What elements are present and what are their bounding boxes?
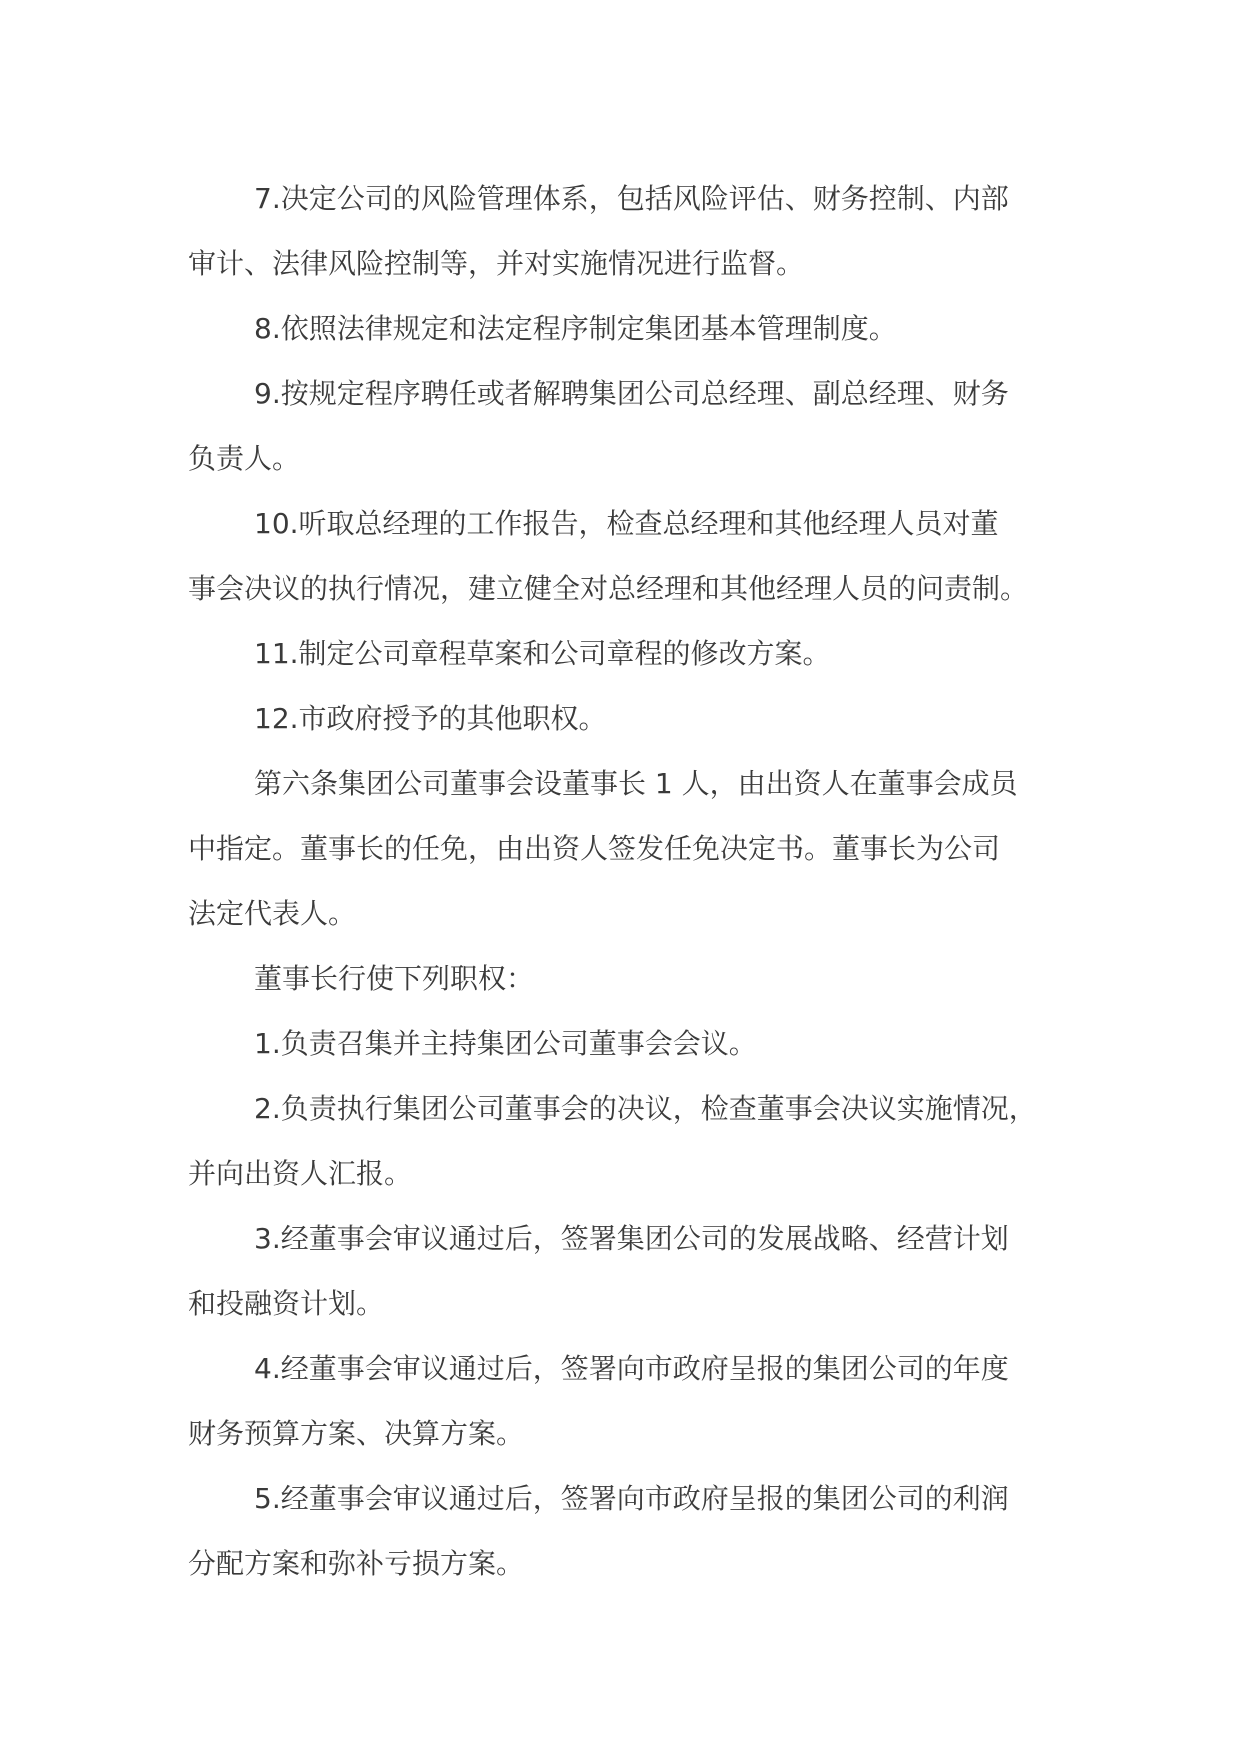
text-line: 和投融资计划。 (188, 1287, 385, 1320)
chairman-item-2 (188, 1076, 1068, 1206)
text-line: 审计、法律风险控制等，并对实施情况进行监督。 (188, 247, 805, 280)
text-line: 5.经董事会审议通过后，签署向市政府呈报的集团公司的利润 (254, 1482, 1009, 1515)
text-line: 并向出资人汇报。 (188, 1157, 413, 1190)
text-line: 9.按规定程序聘任或者解聘集团公司总经理、副总经理、财务 (254, 377, 1009, 410)
text-line: 董事长行使下列职权： (254, 962, 535, 995)
text-line: 7.决定公司的风险管理体系，包括风险评估、财务控制、内部 (254, 182, 1009, 215)
chairman-item-5 (188, 1466, 1068, 1596)
chairman-powers-heading (188, 946, 1068, 1011)
text-line: 11.制定公司章程草案和公司章程的修改方案。 (254, 637, 831, 670)
text-line: 事会决议的执行情况，建立健全对总经理和其他经理人员的问责制。 (188, 572, 1029, 605)
text-line: 2.负责执行集团公司董事会的决议，检查董事会决议实施情况， (254, 1092, 1037, 1125)
text-line: 负责人。 (188, 442, 301, 475)
paragraph-item-8 (188, 296, 1068, 361)
text-line: 10.听取总经理的工作报告，检查总经理和其他经理人员对董 (254, 507, 999, 540)
chairman-item-3 (188, 1206, 1068, 1336)
text-line: 12.市政府授予的其他职权。 (254, 702, 607, 735)
text-line: 中指定。董事长的任免，由出资人签发任免决定书。董事长为公司 (188, 832, 1001, 865)
text-line: 4.经董事会审议通过后，签署向市政府呈报的集团公司的年度 (254, 1352, 1009, 1385)
text-line: 分配方案和弥补亏损方案。 (188, 1547, 525, 1580)
paragraph-item-9 (188, 361, 1068, 491)
article-six-paragraph (188, 751, 1068, 946)
paragraph-item-11 (188, 621, 1068, 686)
document-body (188, 166, 1068, 1596)
text-line: 第六条集团公司董事会设董事长 1 人，由出资人在董事会成员 (254, 767, 1018, 800)
text-line: 财务预算方案、决算方案。 (188, 1417, 525, 1450)
chairman-item-1 (188, 1011, 1068, 1076)
chairman-item-4 (188, 1336, 1068, 1466)
text-line: 3.经董事会审议通过后，签署集团公司的发展战略、经营计划 (254, 1222, 1009, 1255)
text-line: 1.负责召集并主持集团公司董事会会议。 (254, 1027, 757, 1060)
paragraph-item-12 (188, 686, 1068, 751)
paragraph-item-7 (188, 166, 1068, 296)
text-line: 8.依照法律规定和法定程序制定集团基本管理制度。 (254, 312, 897, 345)
paragraph-item-10 (188, 491, 1068, 621)
text-line: 法定代表人。 (188, 897, 357, 930)
